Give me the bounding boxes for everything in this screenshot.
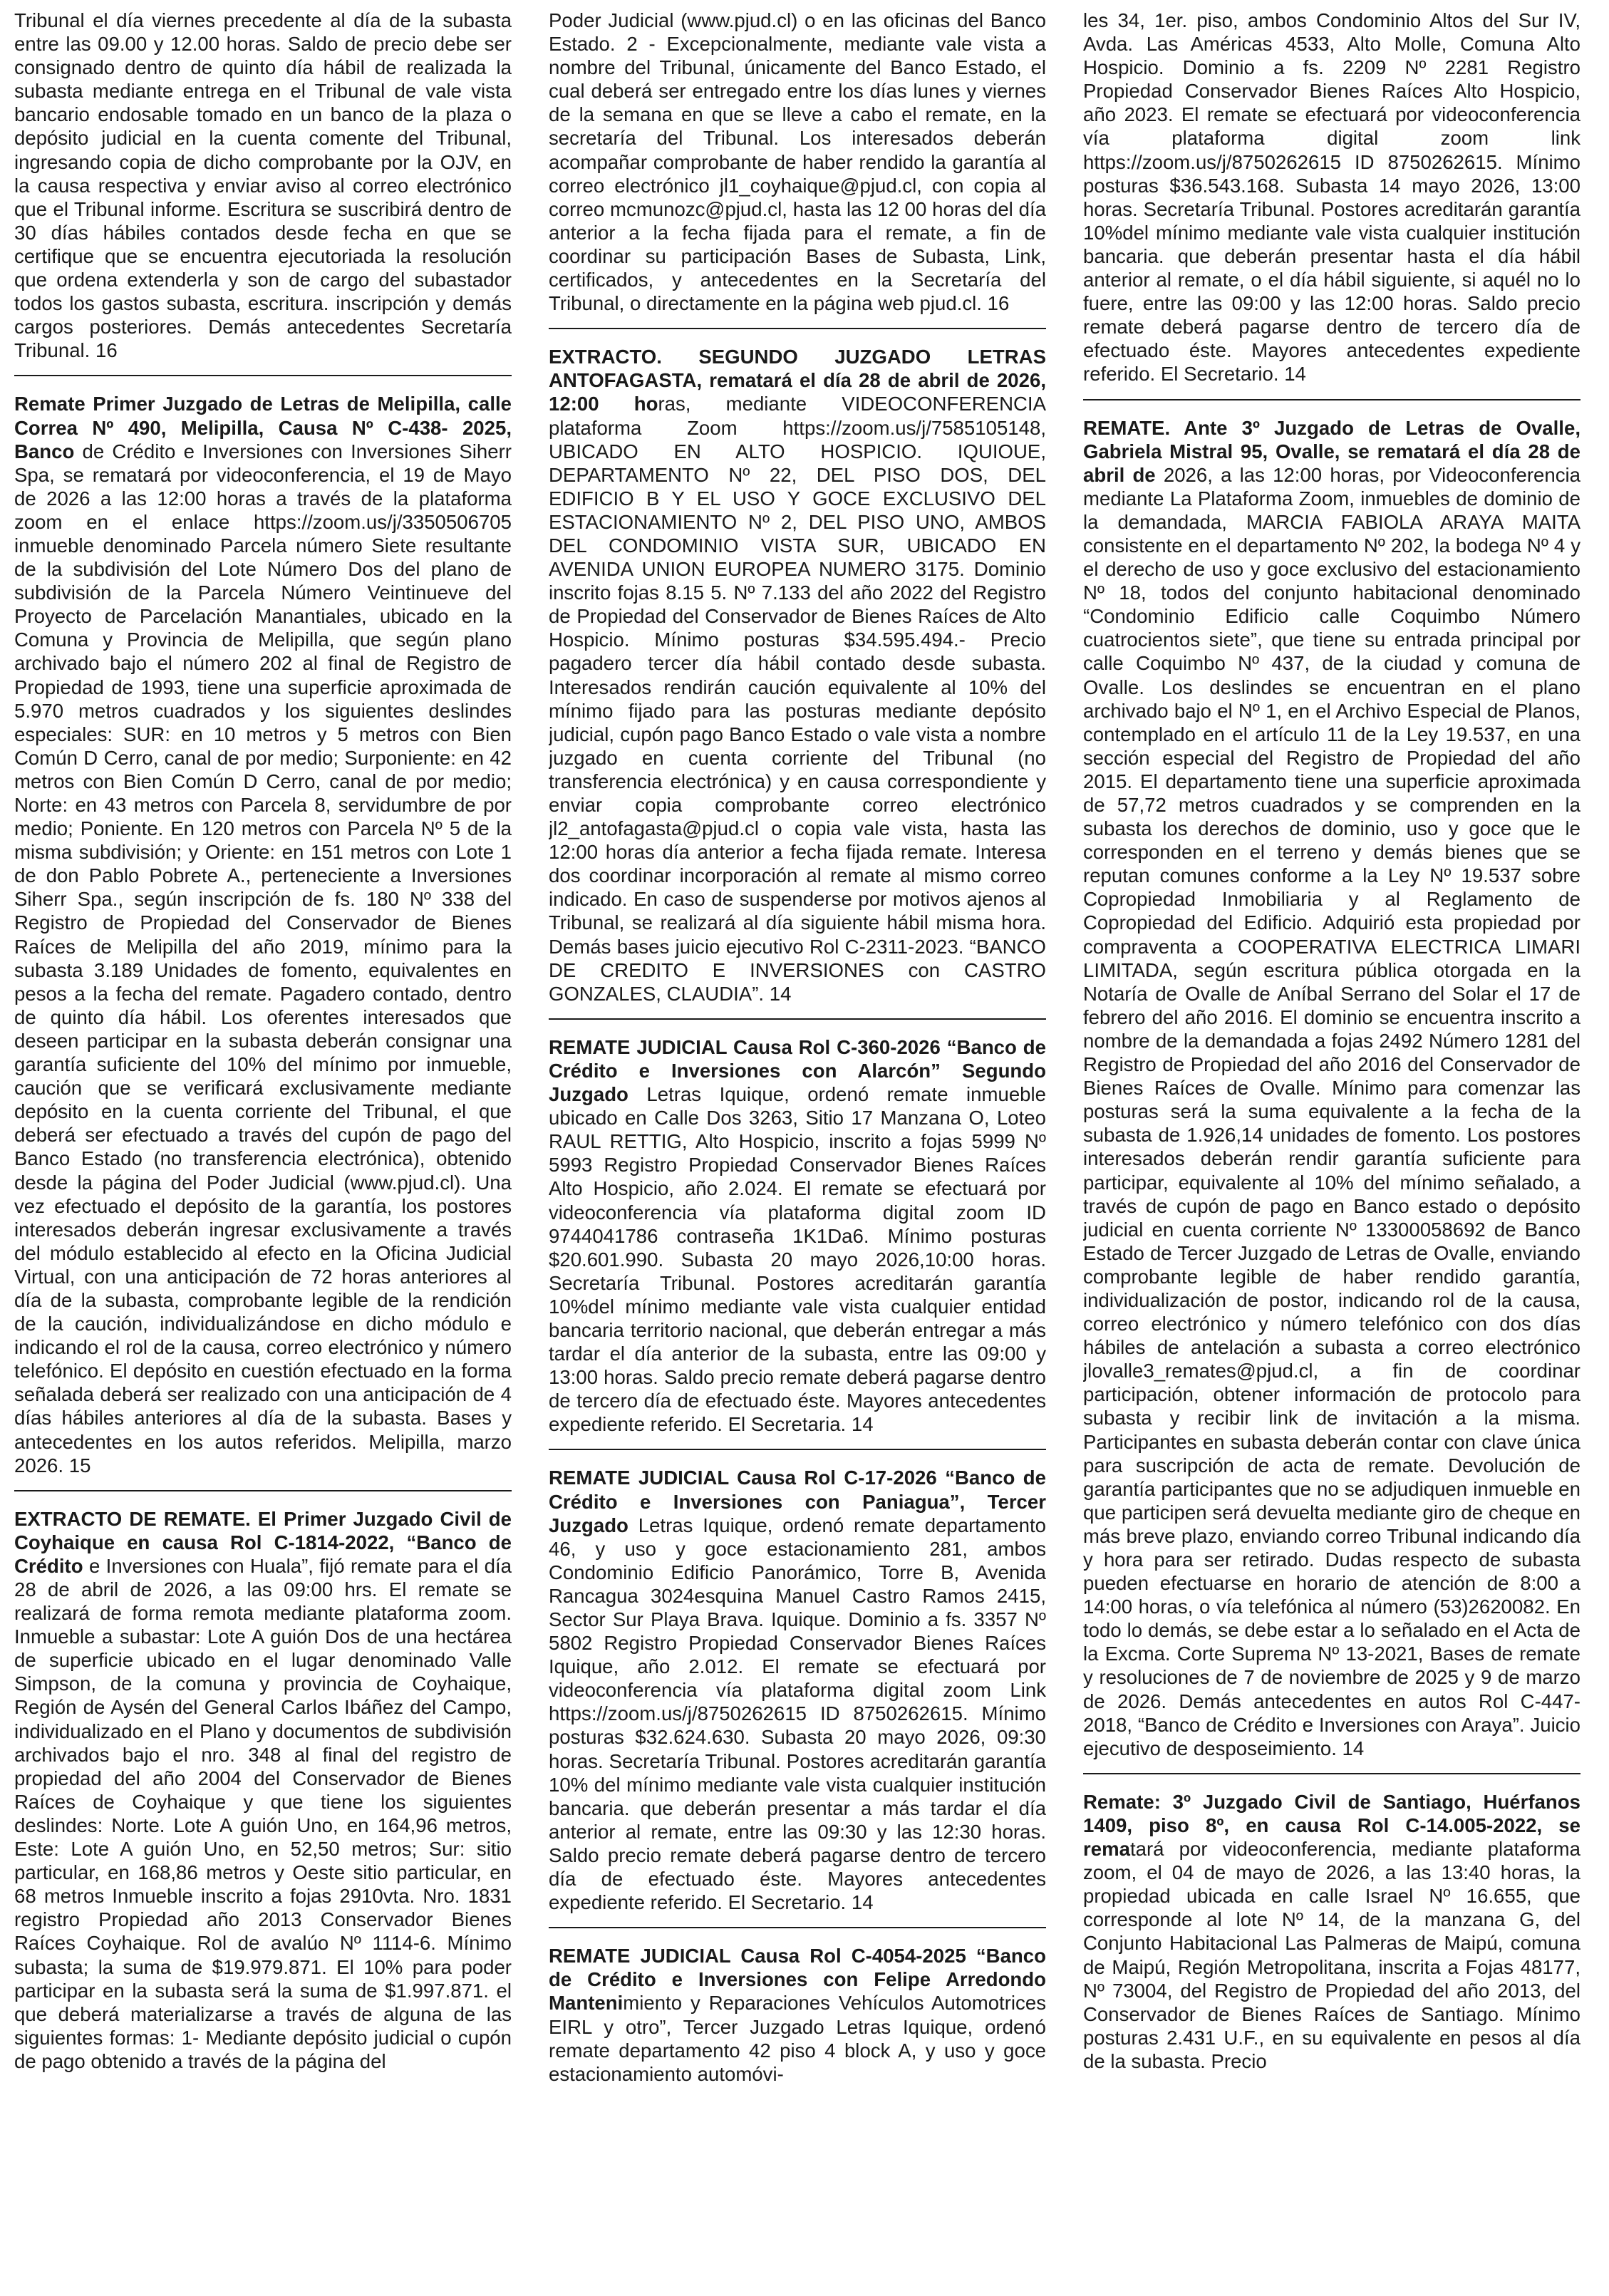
notice-heading: Remate Primer Juzgado de Letras de Melipilla, calle Correa Nº 490, Melipilla, Causa Nº C-438- 2025, Banco bbox=[14, 393, 512, 462]
notice-body: miento y Reparaciones Vehículos Automotrices EIRL y otro”, Tercer Juzgado Letras Iquique, ordenó remate departamento 42 piso 4 block A, y uso y goce estacionamiento automóvi- bbox=[549, 1992, 1046, 2085]
notice-remate-alarcon bbox=[549, 1035, 1046, 1437]
notice-heading: EXTRACTO DE REMATE. El Primer Juzgado Civil de Coyhaique en causa Rol C-1814-2022, “Banco de Crédito bbox=[14, 1507, 512, 1577]
notice-continuation bbox=[14, 9, 512, 362]
notice-continuation bbox=[1083, 9, 1580, 386]
notice-body: Letras Iquique, ordenó remate inmueble ubicado en Calle Dos 3263, Sitio 17 Manzana O, Loteo RAUL RETTIG, Alto Hospicio, inscrito a fojas 5999 Nº 5993 Registro Propiedad Conservador Bienes Raíces Alto Hospicio, año 2.024. El remate se efectuará por videoconferencia vía plataforma digital zoom ID 9744041786 contraseña 1K1Da6. Mínimo posturas $20.601.990. Subasta 20 mayo 2026,10:00 horas. Secretaría Tribunal. Postores acreditarán garantía 10%del mínimo mediante vale vista cualquier entidad bancaria territorio nacional, que deberán entregar a más tardar el día anterior de la subasta, entre las 09:00 y 13:00 horas. Saldo precio remate deberá pagarse dentro de tercero día de efectuado éste. Mayores antecedentes expediente referido. El Secretaria. 14 bbox=[549, 1083, 1046, 1436]
notice-remate-coyhaique bbox=[14, 1507, 512, 2073]
notice-body: Tribunal el día viernes precedente al día de la subasta entre las 09.00 y 12.00 horas. Saldo de precio debe ser consignado dentro de quinto día hábil de realizada la subasta mediante entrega en el Tribunal de vale vista bancario endosable tomado en un banco de la plaza o depósito judicial en la cuenta comente del Tribunal, ingresando copia de dicho comprobante por la OJV, en la causa respectiva y enviar aviso al correo electrónico que el Tribunal informe. Escritura se suscribirá dentro de 30 días hábiles contados desde fecha en que se certifique que se encuentra ejecutoriada la resolución que ordena extenderla y son de cargo del subastador todos los gastos subasta, escritura. inscripción y demás cargos posteriores. Demás antecedentes Secretaría Tribunal. 16 bbox=[14, 9, 512, 362]
notice-remate-ovalle bbox=[1083, 416, 1580, 1760]
notice-body: 2026, a las 12:00 horas, por Videoconferencia mediante La Plataforma Zoom, inmuebles de dominio de la demandada, MARCIA FABIOLA ARAYA MAITA consistente en el departamento Nº 202, la bodega Nº 4 y el derecho de uso y goce exclusivo del estacionamiento Nº 18, todos del conjunto habitacional denominado “Condominio Edificio calle Coquimbo Número cuatrocientos siete”, que tiene su entrada principal por calle Coquimbo Nº 437, de la ciudad y comuna de Ovalle. Los deslindes se encuentran en el plano archivado bajo el Nº 1, en el Archivo Especial de Planos, contemplado en el artículo 11 de la Ley 19.537, en una sección especial del Registro de Propiedad del año 2015. El departamento tiene una superficie aproximada de 57,72 metros cuadrados y se comprenden en la subasta los derechos de dominio, uso y goce que le corresponden en el terreno y demás bienes que se reputan comunes conforme a la Ley Nº 19.537 sobre Copropiedad Inmobiliaria y al Reglamento de Copropiedad del Edificio. Adquirió esta propiedad por compraventa a COOPERATIVA ELECTRICA LIMARI LIMITADA, según escritura pública otorgada en la Notaría de Ovalle de Aníbal Serrano del Solar el 17 de febrero del año 2016. El dominio se encuentra inscrito a nombre de la demandada a fojas 2492 Número 1281 del Registro de Propiedad del año 2016 del Conservador de Bienes Raíces de Ovalle. Mínimo para comenzar las posturas será la suma equivalente a la fecha de la subasta de 1.926,14 unidades de fomento. Los postores interesados deberán rendir garantía suficiente para participar, equivalente al 10% del mínimo señalado, a través de cupón de pago en Banco estado o depósito judicial en cuenta corriente Nº 13300058692 de Banco Estado de Tercer Juzgado de Letras de Ovalle, enviando comprobante legible de haber rendido garantía, individualización de postor, indicando rol de la causa, correo electrónico y número telefónico con dos días hábiles de antelación a subasta a correo electrónico jlovalle3_remates@pjud.cl, a fin de coordinar participación, obtener información de protocolo para subasta y recibir link de invitación a la misma. Participantes en subasta deberán contar con clave única para suscripción de acta de remate. Devolución de garantía participantes que no se adjudiquen inmueble en que participen será devuelta mediante giro de cheque en más breve plazo, enviando correo Tribunal indicando día y hora para ser retirado. Dudas respecto de subasta pueden efectuarse en horario de atención de 8:00 a 14:00 horas, o vía telefónica al número (53)2620082. En todo lo demás, se debe estar a lo señalado en el Acta de la Excma. Corte Suprema Nº 13-2021, Bases de remate y resoluciones de 7 de noviembre de 2025 y 9 de marzo de 2026. Demás antecedentes en autos Rol C-447-2018, “Banco de Crédito e Inversiones con Araya”. Juicio ejecutivo de desposeimiento. 14 bbox=[1083, 463, 1580, 1759]
notice-divider bbox=[549, 1927, 1046, 1928]
notice-heading: REMATE. Ante 3º Juzgado de Letras de Ovalle, Gabriela Mistral 95, Ovalle, se rematará el día 28 de abril de bbox=[1083, 416, 1580, 486]
notice-heading: REMATE JUDICIAL Causa Rol C-360-2026 “Banco de Crédito e Inversiones con Alarcón” Segundo Juzgado bbox=[549, 1035, 1046, 1106]
notice-heading: REMATE JUDICIAL Causa Rol C-17-2026 “Banco de Crédito e Inversiones con Paniagua”, Tercer Juzgado bbox=[549, 1467, 1046, 1536]
notice-body: ras, mediante VIDEOCONFERENCIA plataforma Zoom https://zoom.us/j/7585105148, UBICADO EN ALTO HOSPICIO. IQUIOUE, DEPARTAMENTO Nº 22, DEL PISO DOS, DEL EDIFICIO B Y EL USO Y GOCE EXCLUSIVO DEL ESTACIONAMIENTO Nº 2, DEL PISO UNO, AMBOS DEL CONDOMINIO VISTA SUR, UBICADO EN AVENIDA UNION EUROPEA NUMERO 3175. Dominio inscrito fojas 8.15 5. Nº 7.133 del año 2022 del Registro de Propiedad del Conservador de Bienes Raíces de Alto Hospicio. Mínimo posturas $34.595.494.- Precio pagadero tercer día hábil contado desde subasta. Interesados rendirán caución equivalente al 10% del mínimo fijado para las posturas mediante depósito judicial, cupón pago Banco Estado o vale vista a nombre juzgado en cuenta corriente del Tribunal (no transferencia electrónica) y en causa correspondiente y enviar copia comprobante correo electrónico jl2_antofagasta@pjud.cl o copia vale vista, hasta las 12:00 horas día anterior a fecha fijada remate. Interesa dos coordinar incorporación al remate al mismo correo indicado. En caso de suspenderse por motivos ajenos al Tribunal, se realizará al día siguiente hábil misma hora. Demás bases juicio ejecutivo Rol C-2311-2023. “BANCO DE CREDITO E INVERSIONES con CASTRO GONZALES, CLAUDIA”. 14 bbox=[549, 393, 1046, 1005]
notice-divider bbox=[14, 1490, 512, 1491]
notice-body: e Inversiones con Huala”, fijó remate para el día 28 de abril de 2026, a las 09:00 hrs. El remate se realizará de forma remota mediante plataforma zoom. Inmueble a subastar: Lote A guión Dos de una hectárea de superficie ubicado en el lugar denominado Valle Simpson, de la comuna y provincia de Coyhaique, Región de Aysén del General Carlos Ibáñez del Campo, individualizado en el Plano y documentos de subdivisión archivados bajo el nro. 348 al final del registro de propiedad del año 2004 del Conservador de Bienes Raíces de Coyhaique y que tiene los siguientes deslindes: Norte. Lote A guión Uno, en 164,96 metros, Este: Lote A guión Uno, en 52,50 metros; Sur: sitio particular, en 168,86 metros y Oeste sitio particular, en 68 metros Inmueble inscrito a fojas 2910vta. Nro. 1831 registro Propiedad año 2013 Conservador Bienes Raíces Coyhaique. Rol de avalúo Nº 1114-6. Mínimo subasta; la suma de $19.979.871. El 10% para poder participar en la subasta será la suma de $1.997.871. el que deberá materializarse a través de alguna de las siguientes formas: 1- Mediante depósito judicial o cupón de pago obtenido a través de la página del bbox=[14, 1554, 512, 2072]
notice-body: Poder Judicial (www.pjud.cl) o en las oficinas del Banco Estado. 2 - Excepcionalmente, mediante vale vista a nombre del Tribunal, únicamente del Banco Estado, el cual deberá ser entregado entre los días lunes y viernes de la semana en que se lleve a cabo el remate, en la secretaría del Tribunal. Los interesados deberán acompañar comprobante de haber rendido la garantía al correo electrónico jl1_coyhaique@pjud.cl, con copia al correo mcmunozc@pjud.cl, hasta las 12 00 horas del día anterior a la fecha fijada para el remate, a fin de coordinar su participación Bases de Subasta, Link, certificados, y antecedentes en la Secretaría del Tribunal, o directamente en la página web pjud.cl. 16 bbox=[549, 9, 1046, 315]
column-2 bbox=[549, 9, 1046, 2296]
notice-body: Letras Iquique, ordenó remate departamento 46, y uso y goce estacionamiento 281, ambos Condominio Edificio Panorámico, Torre B, Avenida Rancagua 3024esquina Manuel Castro Ramos 2415, Sector Sur Playa Brava. Iquique. Dominio a fs. 3357 Nº 5802 Registro Propiedad Conservador Bienes Raíces Iquique, año 2.012. El remate se efectuará por videoconferencia vía plataforma digital zoom Link https://zoom.us/j/8750262615 ID 8750262615. Mínimo posturas $32.624.630. Subasta 20 mayo 2026, 09:30 horas. Secretaría Tribunal. Postores acreditarán garantía 10% del mínimo mediante vale vista cualquier institución bancaria. que deberán presentar a más tardar el día anterior al remate, entre las 09:30 y las 12:30 horas. Saldo precio remate deberá pagarse dentro de tercero día de efectuado éste. Mayores antecedentes expediente referido. El Secretario. 14 bbox=[549, 1514, 1046, 1914]
notice-divider bbox=[14, 375, 512, 376]
notice-remate-antofagasta bbox=[549, 345, 1046, 1005]
notice-remate-paniagua bbox=[549, 1466, 1046, 1914]
column-3 bbox=[1083, 9, 1580, 2296]
notice-divider bbox=[1083, 399, 1580, 400]
notice-remate-arredondo bbox=[549, 1944, 1046, 2086]
notice-divider bbox=[1083, 1773, 1580, 1774]
column-1 bbox=[14, 9, 512, 2296]
notice-body: les 34, 1er. piso, ambos Condominio Altos del Sur IV, Avda. Las Américas 4533, Alto Molle, Comuna Alto Hospicio. Dominio a fs. 2209 Nº 2281 Registro Propiedad Conservador Bienes Raíces Alto Hospicio, año 2023. El remate se efectuará por videoconferencia vía plataforma digital zoom link https://zoom.us/j/8750262615 ID 8750262615. Mínimo posturas $36.543.168. Subasta 14 mayo 2026, 13:00 horas. Secretaría Tribunal. Postores acreditarán garantía 10%del mínimo mediante vale vista cualquier institución bancaria. que deberán presentar hasta el día hábil anterior al remate, o el día hábil siguiente, si aquél no lo fuere, entre las 09:00 y las 12:00 horas. Saldo precio remate deberá pagarse dentro de tercero día de efectuado éste. Mayores antecedentes expediente referido. El Secretario. 14 bbox=[1083, 9, 1580, 386]
notice-continuation bbox=[549, 9, 1046, 315]
notice-remate-melipilla bbox=[14, 392, 512, 1477]
notice-divider bbox=[549, 328, 1046, 329]
notice-heading: Remate: 3º Juzgado Civil de Santiago, Huérfanos 1409, piso 8º, en causa Rol C-14.005-2022, se rema bbox=[1083, 1790, 1580, 1861]
notice-body: tará por videoconferencia, mediante plataforma zoom, el 04 de mayo de 2026, a las 13:40 horas, la propiedad ubicada en calle Israel Nº 16.655, que corresponde al lote Nº 14, de la manzana G, del Conjunto Habitacional Las Palmeras de Maipú, comuna de Maipú, Región Metropolitana, inscrita a Fojas 48177, Nº 73004, del Registro de Propiedad del año 2013, del Conservador de Bienes Raíces de Santiago. Mínimo posturas 2.431 U.F., en su equivalente en pesos al día de la subasta. Precio bbox=[1083, 1838, 1580, 2072]
notice-remate-santiago bbox=[1083, 1790, 1580, 2073]
notice-heading: EXTRACTO. SEGUNDO JUZGADO LETRAS ANTOFAGASTA, rematará el día 28 de abril de 2026, 12:00 ho bbox=[549, 346, 1046, 415]
notice-heading: REMATE JUDICIAL Causa Rol C-4054-2025 “Banco de Crédito e Inversiones con Felipe Arredondo Manteni bbox=[549, 1945, 1046, 2015]
notice-divider bbox=[549, 1018, 1046, 1020]
notice-body: de Crédito e Inversiones con Inversiones Siherr Spa, se rematará por videoconferencia, el 19 de Mayo de 2026 a las 12:00 horas a través de la plataforma zoom en el enlace https://zoom.us/j/3350506705 inmueble denominado Parcela número Siete resultante de la subdivisión del Lote Número Dos del plano de subdivisión de la Parcela Número Veintinueve del Proyecto de Parcelación Manantiales, ubicado en la Comuna y Provincia de Melipilla, que según plano archivado bajo el número 202 al final de Registro de Propiedad de 1993, tiene una superficie aproximada de 5.970 metros cuadrados y los siguientes deslindes especiales: SUR: en 10 metros y 5 metros con Bien Común D Cerro, canal de por medio; Surponiente: en 42 metros con Bien Común D Cerro, canal de por medio; Norte: en 43 metros con Parcela 8, servidumbre de por medio; Poniente. En 120 metros con Parcela Nº 5 de la misma subdivisión; y Oriente: en 151 metros con Lote 1 de don Pablo Pobrete A., perteneciente a Inversiones Siherr Spa., según inscripción de fs. 180 Nº 338 del Registro de Propiedad del Conservador de Bienes Raíces de Melipilla del año 2019, mínimo para la subasta 3.189 Unidades de fomento, equivalentes en pesos a la fecha del remate. Pagadero contado, dentro de quinto día hábil. Los oferentes interesados que deseen participar en la subasta deberán consignar una garantía suficiente del 10% del mínimo por inmueble, caución que se verificará exclusivamente mediante depósito en la cuenta corriente del Tribunal, el que deberá ser efectuado a través del cupón de pago del Banco Estado (no transferencia electrónica), obtenido desde la página del Poder Judicial (www.pjud.cl). Una vez efectuado el depósito de la garantía, los postores interesados deberán ingresar exclusivamente a través del módulo establecido al efecto en la Oficina Judicial Virtual, con una anticipación de 72 horas anteriores al día de la subasta, comprobante legible de la rendición de la caución, individualizándose en dicho módulo e indicando el rol de la causa, correo electrónico y número telefónico. El depósito en cuestión efectuado en la forma señalada deberá ser realizado con una anticipación de 4 días hábiles anteriores al día de la subasta. Bases y antecedentes en los autos referidos. Melipilla, marzo 2026. 15 bbox=[14, 440, 512, 1477]
notice-divider bbox=[549, 1449, 1046, 1450]
